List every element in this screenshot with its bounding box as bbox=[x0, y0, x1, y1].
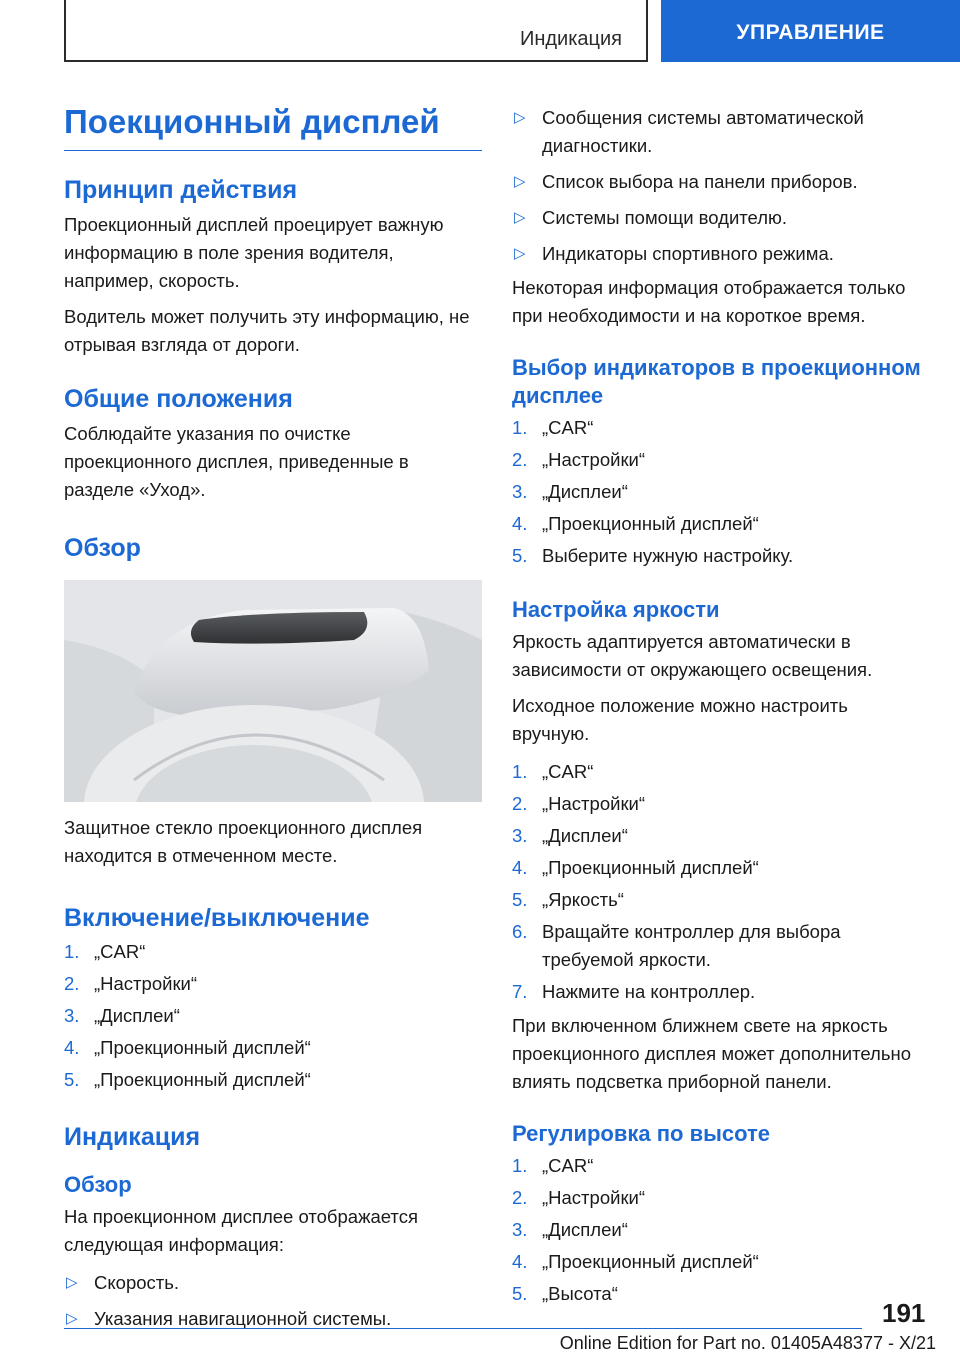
heading-overview: Обзор bbox=[64, 534, 141, 562]
list-item: 1. „CAR“ bbox=[512, 761, 594, 782]
list-item: 1. „CAR“ bbox=[64, 941, 146, 962]
list-item: 5. Выберите нужную настройку. bbox=[512, 545, 794, 566]
list-item: 1. „CAR“ bbox=[512, 1155, 594, 1176]
indication-items-continued bbox=[512, 104, 930, 268]
select-steps bbox=[512, 414, 930, 570]
triangle-bullet-icon: ▷ bbox=[66, 1310, 78, 1327]
paragraph-some-info: Некоторая информация отображается только при необходимости и на короткое время. bbox=[512, 277, 906, 326]
photo-caption: Защитное стекло проекционного дисплея находится в отмеченном месте. bbox=[64, 817, 423, 866]
header-section-title: Индикация bbox=[519, 28, 622, 50]
list-item: 2. „Настройки“ bbox=[64, 973, 198, 994]
list-item: 4. „Проекционный дисплей“ bbox=[512, 1251, 759, 1272]
paragraph-principle-1: Проекционный дисплей проецирует важную информацию в поле зрения водителя, например, скорость. bbox=[64, 214, 444, 291]
header-tab-box bbox=[64, 0, 648, 62]
page-title: Поекционный дисплей bbox=[64, 100, 482, 151]
heading-general: Общие положения bbox=[64, 385, 293, 413]
heading-indication-overview: Обзор bbox=[64, 1172, 132, 1197]
paragraph-principle-2: Водитель может получить эту информацию, не отрывая взгляда от дороги. bbox=[64, 306, 470, 355]
heading-onoff: Включение/выключение bbox=[64, 904, 370, 932]
list-item: 3. „Дисплеи“ bbox=[512, 1219, 628, 1240]
footer-divider bbox=[64, 1328, 862, 1329]
list-item: 4. „Проекционный дисплей“ bbox=[64, 1037, 311, 1058]
list-item: 7. Нажмите на контроллер. bbox=[512, 981, 756, 1002]
list-item: ▷ Скорость. bbox=[64, 1269, 482, 1297]
heading-indication: Индикация bbox=[64, 1123, 201, 1151]
paragraph-brightness-2: Исходное положение можно настроить вручную. bbox=[512, 695, 848, 744]
left-column bbox=[64, 100, 482, 1333]
list-item: 6. Вращайте контроллер для выбора требуемой яркости. bbox=[512, 921, 841, 970]
list-item: ▷ Системы помощи водителю. bbox=[512, 204, 930, 232]
heading-height: Регулировка по высоте bbox=[512, 1121, 771, 1146]
height-steps bbox=[512, 1152, 930, 1308]
list-item: 2. „Настройки“ bbox=[512, 1187, 646, 1208]
hud-photo bbox=[64, 580, 482, 802]
paragraph-indication: На проекционном дисплее отображается следующая информация: bbox=[64, 1206, 418, 1255]
brightness-steps bbox=[512, 758, 930, 1006]
list-item: ▷ Список выбора на панели приборов. bbox=[512, 168, 930, 196]
triangle-bullet-icon: ▷ bbox=[514, 209, 526, 226]
list-item: 2. „Настройки“ bbox=[512, 449, 646, 470]
list-item: 5. „Высота“ bbox=[512, 1283, 618, 1304]
heading-select: Выбор индикаторов в проекционном дисплее bbox=[512, 355, 921, 408]
list-item: 3. „Дисплеи“ bbox=[64, 1005, 180, 1026]
list-item: 4. „Проекционный дисплей“ bbox=[512, 857, 759, 878]
footer-edition: Online Edition for Part no. 01405A48377 - X/21 bbox=[559, 1333, 936, 1353]
list-item: 3. „Дисплеи“ bbox=[512, 825, 628, 846]
right-column bbox=[512, 100, 930, 1308]
onoff-steps bbox=[64, 938, 482, 1094]
page-number: 191 bbox=[882, 1298, 926, 1328]
paragraph-brightness-1: Яркость адаптируется автоматически в зависимости от окружающего освещения. bbox=[512, 631, 873, 680]
heading-principle: Принцип действия bbox=[64, 176, 298, 204]
paragraph-brightness-3: При включенном ближнем свете на яркость проекционного дисплея может дополнительно влиять подсветка приборной панели. bbox=[512, 1015, 911, 1092]
paragraph-general: Соблюдайте указания по очистке проекционного дисплея, приведенные в разделе «Уход». bbox=[64, 423, 409, 500]
list-item: ▷ Индикаторы спортивного режима. bbox=[512, 240, 930, 268]
triangle-bullet-icon: ▷ bbox=[514, 109, 526, 126]
list-item: 2. „Настройки“ bbox=[512, 793, 646, 814]
indication-items bbox=[64, 1269, 482, 1333]
triangle-bullet-icon: ▷ bbox=[514, 173, 526, 190]
list-item: ▷ Указания навигационной системы. bbox=[64, 1305, 482, 1333]
list-item: 1. „CAR“ bbox=[512, 417, 594, 438]
heading-brightness: Настройка яркости bbox=[512, 597, 720, 622]
triangle-bullet-icon: ▷ bbox=[66, 1274, 78, 1291]
list-item: 4. „Проекционный дисплей“ bbox=[512, 513, 759, 534]
list-item: 3. „Дисплеи“ bbox=[512, 481, 628, 502]
header-chapter-tab: УПРАВЛЕНИЕ bbox=[661, 0, 960, 62]
triangle-bullet-icon: ▷ bbox=[514, 245, 526, 262]
list-item: ▷ Сообщения системы автоматической диагностики. bbox=[512, 104, 930, 160]
hud-illustration bbox=[64, 580, 482, 802]
list-item: 5. „Яркость“ bbox=[512, 889, 624, 910]
list-item: 5. „Проекционный дисплей“ bbox=[64, 1069, 311, 1090]
